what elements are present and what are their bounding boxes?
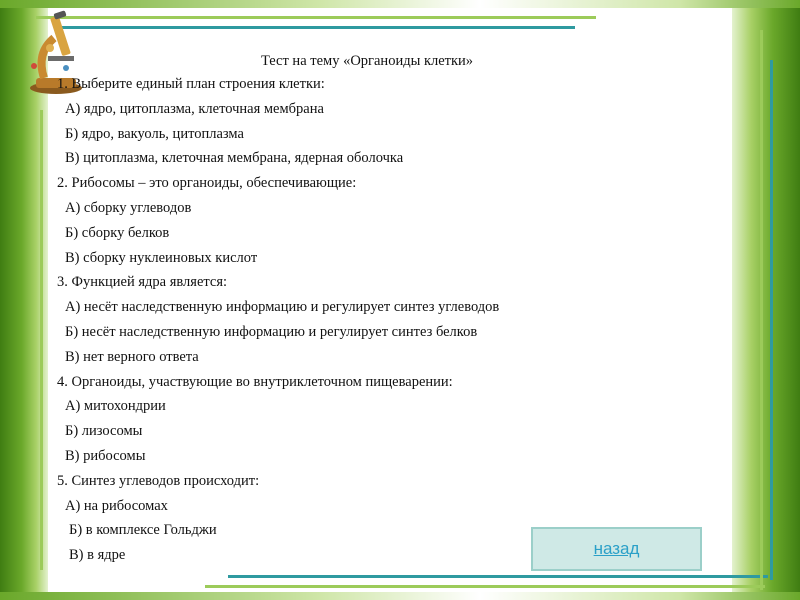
- answer-option: Б) ядро, вакуоль, цитоплазма: [65, 125, 244, 142]
- answer-option: А) сборку углеводов: [65, 199, 192, 216]
- answer-option: Б) несёт наследственную информацию и регулирует синтез белков: [65, 323, 478, 340]
- answer-option: А) на рибосомах: [65, 497, 168, 514]
- question-text: 5. Синтез углеводов происходит:: [57, 472, 260, 489]
- decor-line: [40, 110, 43, 570]
- question-text: 1. Выберите единый план строения клетки:: [57, 76, 325, 92]
- answer-option: А) несёт наследственную информацию и регулирует синтез углеводов: [65, 299, 500, 316]
- quiz-content: [57, 50, 677, 568]
- question-text: 2. Рибосомы – это органоиды, обеспечивающие:: [57, 175, 357, 192]
- answer-option: А) митохондрии: [65, 398, 166, 415]
- right-green-border: [732, 0, 800, 600]
- question-list: [57, 72, 677, 568]
- decor-line: [770, 60, 773, 580]
- decor-line: [760, 30, 763, 590]
- answer-option: А) ядро, цитоплазма, клеточная мембрана: [65, 100, 324, 117]
- page-title: Тест на тему «Органоиды клетки»: [260, 53, 474, 69]
- answer-option: В) сборку нуклеиновых кислот: [65, 249, 258, 266]
- decor-line: [36, 16, 596, 19]
- decor-line: [60, 26, 575, 29]
- back-button[interactable]: назад: [531, 527, 702, 571]
- answer-option: В) в ядре: [69, 547, 126, 564]
- answer-option: В) рибосомы: [65, 447, 146, 464]
- question-text: 3. Функцией ядра является:: [57, 274, 228, 291]
- answer-option: Б) в комплексе Гольджи: [69, 522, 217, 539]
- answer-option: В) цитоплазма, клеточная мембрана, ядерная оболочка: [65, 150, 404, 167]
- question-text: 4. Органоиды, участвующие во внутриклеточном пищеварении:: [57, 373, 453, 390]
- answer-option: В) нет верного ответа: [65, 348, 199, 365]
- answer-option: Б) сборку белков: [65, 224, 170, 241]
- bottom-border: [0, 592, 800, 600]
- decor-line: [228, 575, 768, 578]
- answer-option: Б) лизосомы: [65, 423, 143, 440]
- top-border: [0, 0, 800, 8]
- decor-line: [205, 585, 765, 588]
